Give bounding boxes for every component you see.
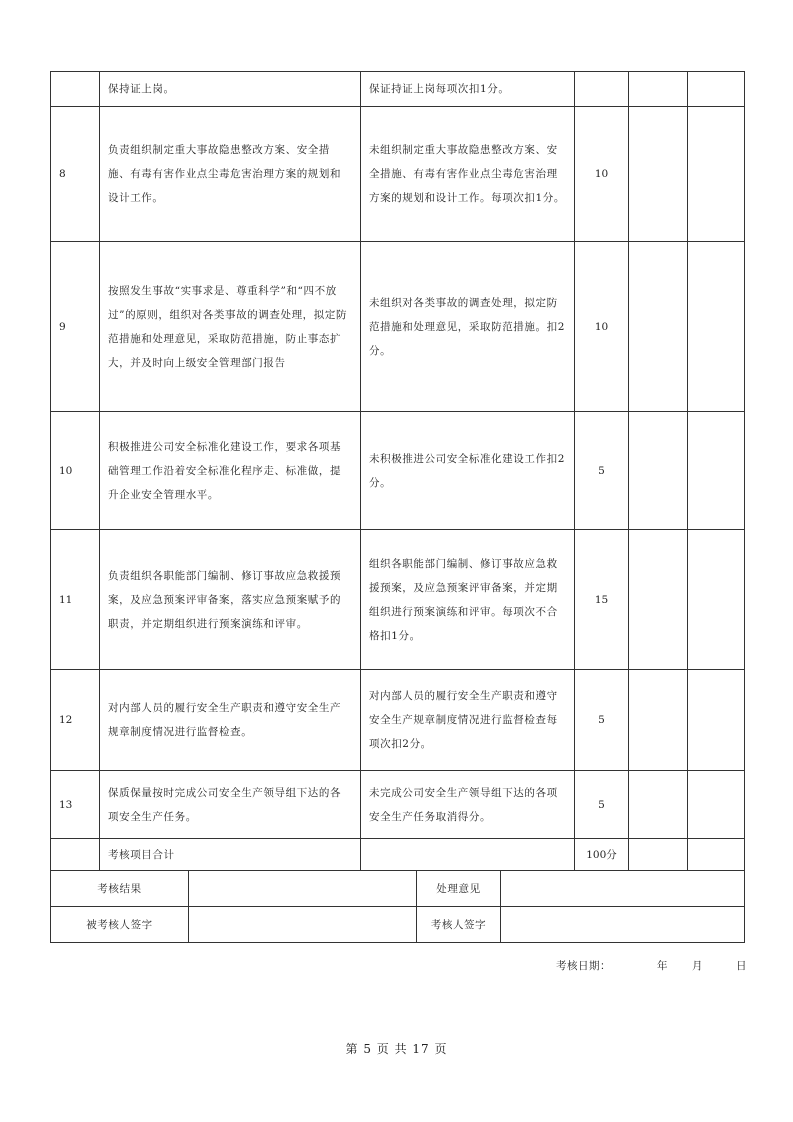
deduction-cell: 组织各职能部门编制、修订事故应急救援预案，及应急预案评审备案，并定期组织进行预案演练和评审。每项次不合格扣1分。 [361,530,575,670]
signature-table [50,870,745,943]
opinion-label: 处理意见 [417,871,501,907]
deduction-cell: 保证持证上岗每项次扣1分。 [361,72,575,107]
item-number: 11 [51,530,100,670]
self-score-cell [629,412,688,530]
table-row [51,530,745,670]
score-cell [575,72,629,107]
requirement-cell: 负责组织各职能部门编制、修订事故应急救援预案，及应急预案评审备案，落实应急预案赋予的职责，并定期组织进行预案演练和评审。 [100,530,361,670]
assessment-table [50,71,745,871]
assessee-signature-label: 被考核人签字 [51,907,189,943]
item-number: 12 [51,670,100,771]
table-row [51,412,745,530]
self-score-cell [629,72,688,107]
table-row [51,242,745,412]
deduction-cell: 未积极推进公司安全标准化建设工作扣2分。 [361,412,575,530]
item-number: 10 [51,412,100,530]
self-score-cell [629,670,688,771]
signature-row [51,907,745,943]
assessor-signature-field[interactable] [501,907,745,943]
final-score-cell [688,530,745,670]
date-month: 月 [692,960,703,972]
opinion-field[interactable] [501,871,745,907]
self-score-cell [629,107,688,242]
date-label: 考核日期： [556,960,611,972]
deduction-cell: 对内部人员的履行安全生产职责和遵守安全生产规章制度情况进行监督检查每项次扣2分。 [361,670,575,771]
final-score-cell [688,242,745,412]
final-score-cell [688,670,745,771]
requirement-cell: 按照发生事故“实事求是、尊重科学”和“四不放过”的原则，组织对各类事故的调查处理，拟定防范措施和处理意见，采取防范措施，防止事态扩大，并及时向上级安全管理部门报告 [100,242,361,412]
self-score-cell [629,242,688,412]
total-final-score-cell [688,839,745,871]
score-cell: 5 [575,771,629,839]
result-label: 考核结果 [51,871,189,907]
result-field[interactable] [189,871,417,907]
table-row [51,771,745,839]
score-cell: 15 [575,530,629,670]
result-row [51,871,745,907]
table-row [51,72,745,107]
deduction-cell: 未完成公司安全生产领导组下达的各项安全生产任务取消得分。 [361,771,575,839]
item-number [51,72,100,107]
score-cell: 5 [575,670,629,771]
final-score-cell [688,107,745,242]
deduction-cell: 未组织制定重大事故隐患整改方案、安全措施、有毒有害作业点尘毒危害治理方案的规划和设计工作。每项次扣1分。 [361,107,575,242]
item-number: 9 [51,242,100,412]
final-score-cell [688,412,745,530]
page-footer: 第 5 页 共 17 页 [345,1042,448,1056]
score-cell: 10 [575,242,629,412]
item-number: 8 [51,107,100,242]
table-row [51,107,745,242]
table-row [51,670,745,771]
self-score-cell [629,771,688,839]
total-number-cell [51,839,100,871]
requirement-cell: 积极推进公司安全标准化建设工作，要求各项基础管理工作沿着安全标准化程序走、标准做，提升企业安全管理水平。 [100,412,361,530]
total-deduction-cell [361,839,575,871]
total-row [51,839,745,871]
date-year: 年 [657,960,668,972]
final-score-cell [688,771,745,839]
final-score-cell [688,72,745,107]
requirement-cell: 保持证上岗。 [100,72,361,107]
total-self-score-cell [629,839,688,871]
assessor-signature-label: 考核人签字 [417,907,501,943]
score-cell: 10 [575,107,629,242]
score-cell: 5 [575,412,629,530]
item-number: 13 [51,771,100,839]
requirement-cell: 负责组织制定重大事故隐患整改方案、安全措施、有毒有害作业点尘毒危害治理方案的规划和设计工作。 [100,107,361,242]
requirement-cell: 保质保量按时完成公司安全生产领导组下达的各项安全生产任务。 [100,771,361,839]
total-score: 100分 [575,839,629,871]
deduction-cell: 未组织对各类事故的调查处理，拟定防范措施和处理意见，采取防范措施。扣2分。 [361,242,575,412]
self-score-cell [629,530,688,670]
requirement-cell: 对内部人员的履行安全生产职责和遵守安全生产规章制度情况进行监督检查。 [100,670,361,771]
assessee-signature-field[interactable] [189,907,417,943]
date-day: 日 [736,960,747,972]
total-label: 考核项目合计 [100,839,361,871]
